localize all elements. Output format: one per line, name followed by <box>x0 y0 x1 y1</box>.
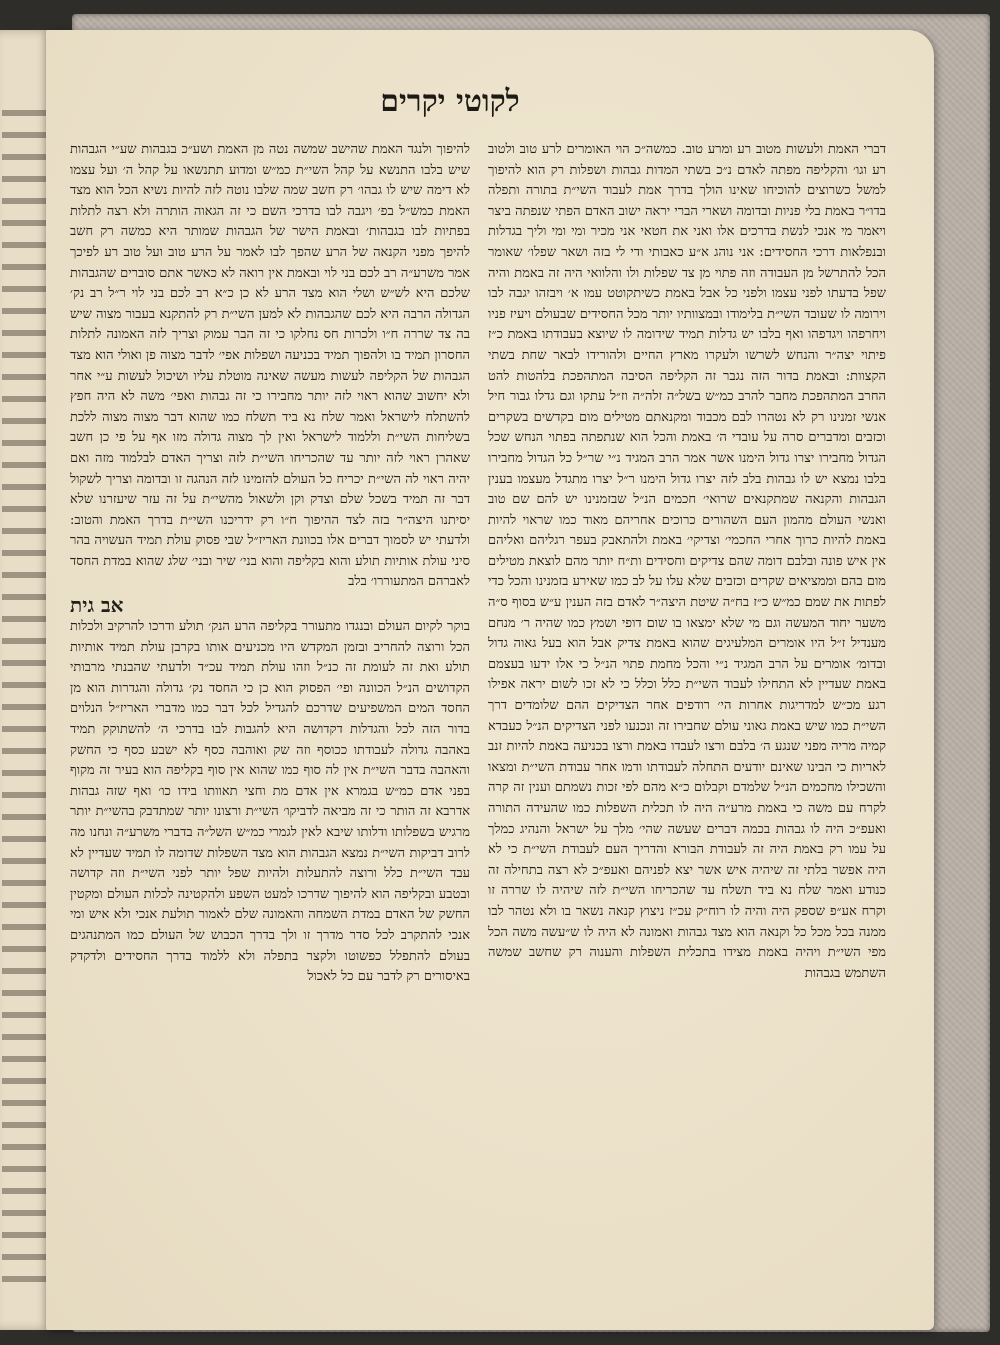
section-heading: אב גית <box>70 593 124 618</box>
text-column-right <box>488 140 886 1220</box>
adjacent-left-page <box>0 30 52 1330</box>
left-column-text-a: להיפוך ולנגד האמת שהישב שמשה נטה מן האמת ושע״כ בגבהות שע״י הגבהות שיש בלבו התנשא על קהל השי״ת כמ״ש ומדוע תתנשאו על קהל ה׳ ועל עצמו לא דימה שיש לו גבהו׳ רק חשב שמה שלבו נוטה לזה להיות נשיא הכל הוא מצד האמת כמש״ל בפ׳ ויגבה לבו בדרכי השם כי זה הגאוה הותרה ולא רצה לתלות בפתיות לבו בגבהות׳ ובאמת הישר של הגבהות שמותר היא כמשה רק חשב להיפך מפני הקנאה של הרע שהפך לבו לאמר על הרע טוב ועל טוב רע לפיכך אמר משרע״ה רב לכם בני לוי ובאמת אין רואה לא כאשר אתם סוברים שהגבהות שלכם היא לש״ש ושלי הוא מצד הרע לא כן כ״א רב לכם בני לוי ר״ל רב נק׳ הגדולה הרבה היא לכם שהגבהות לא למען השי״ת רק להתקנא בעבור מצוה שיש בה צד שררה ח״ו ולכרות חס נחלקו כי זה הבר עמוק וצריך לזה האמונה לתלות החסרון תמיד בו ולהפוך תמיד בכניעה ושפלות אפי׳ לדבר מצוה פן ואולי הוא מצד הגבהות של הקליפה לעשות מעשה שאינה מוטלת עליו ושיכול לעשות ע״י אחר ולא יחשוב שהוא ראוי לזה יותר מחבירו כי זה גבהות ואפי׳ משה לא היה חפץ להשתלח לישראל ואמר שלח נא ביד תשלח כמו שהוא דבר מצוה מצוה ללכת בשליחות השי״ת וללמוד לישראל ואין לך מצוה גדולה מזו אף על פי כן חשב שאהרן ראוי לזה יותר עד שהכריחו השי״ת לזה וצריך האדם לבלמוד מזה ואם יהיה ראוי לה השי״ת יכריח כל העולם להזמינו לזה הנהגה זו ובדומה וצריך לשקול דבר זה תמיד בשכל שלם וצדק וקן ולשאול מהשי״ת על זה עזר שיעזרנו שלא יסיתנו היצה״ר בזה לצד ההיפוך ח״ו רק ידריכנו השי״ת בדרך האמת והטוב: ולדעתי יש לסמוך דברים אלו בכוונת האריז״ל שבי פסוק עולת תמיד העשויה בהר סיני עולת אותיות תולע והוא בקליפה והוא בני׳ שיר ובני׳ שלג שהוא במדת החסד לאברהם המתעוררו׳ בלב <box>70 142 470 590</box>
text-column-left <box>70 140 470 1290</box>
right-column-text: דברי האמת ולעשות מטוב רע ומרע טוב. כמשה״כ הוי האומרים לרע טוב ולטוב רע וגו׳ והקליפה מפתה לאדם נ״כ בשתי המדות גבהות ושפלות רק הוא להיפוך למשל כשרוצים להוכיחו שאינו הולך בדרך אמת לעבוד השי״ת בתורה ותפלה בדו״ר באמת בלי פניות ובדומה ושארי הברי יראה ישוב האדם הפתי שנפתה ביצר ויאמר מי אנכי לנשת בדרכים אלו ואני את חטאי אני מכיר ומי ומי וליך בגדלות ובנפלאות דרכי החסידים: אני נוהג א״ע כאבותי ודי לי בזה ושאר שפלו׳ שאומר הכל להתרשל מן העבודה וזה פתוי מן צד שפלות ולו והלוואי היה זה באמת והיה שפל בדעתו לפני עצמו ולפני כל אבל באמת כשיתקוטט עמו א׳ ויבזהו יגבה לבו וירומה לו שעובד השי״ת בלימודו ובמצוותיו יותר מכל החסידים שבעולם ויעיז פניו ויחרפהו ויגדפהו ואף בלבו יש גדלות תמיד שידומה לו שיוצא בעבודתו באמת כ״ז פיתוי יצה״ר והנחש לשרשו ולעקרו מארץ החיים ולהורידו לבאר שחת בשתי הקצוות: ובאמת בדור הזה נגבר זה הקליפה הסיבה המתהפכת בלהטות להט החרב המתהפכת מחבר להרב כמ״ש בשל״ה זלה״ה וז״ל עתקו וגם גדלו גבור חיל אנשי זמנינו רק לא נטהרו לבם מכבוד ומקנאתם מטילים מום בקדשים בשקרים וכזבים ומדברים סרה על עובדי ה׳ באמת והכל הוא שנתפתה בפתוי הנחש שכל הגדול מחבירו יצרו גדול הימנו אשר אמר הרב המגיד נ״י שר״ל כל הגדול מחבירו בלבו נמצא יש לו גבהות בלב לזה יצרו גדול הימנו ר״ל יצרו מתגדל מעצמו בענין הגבהות והקנאה שמתקנאים שרואי׳ חכמים הנ״ל שבזמנינו יש להם שם טוב ואנשי העולם מהמון העם השהורים כרוכים אחריהם מאוד כמו שראוי להיות באמת להיות כרוך אחרי החכמי׳ וצדיקי׳ באמת ולהתאבק בעפר רגליהם ואליהם אין איש פונה ובלבם דומה שהם צדיקים וחסידים ות״ח יותר מהם לוצאת מטילים מום בהם וממציאים שקרים וכזבים שלא עלו על לב כמו שאירע בזמנינו והכל כדי לפתות את שמם כמ״ש כ״ז בח״ה שיטת היצה״ר לאדם בזה הענין ע״ש בסוף ס״ה משער יחוד המעשה וגם מי שלא ימצאו בו שום דופי ושמץ כמו שהיה ר׳ מנחם מענדיל ז״ל היו אומרים המלעיגים שהוא באמת צדיק אבל הוא בעל גאוה גדול ובדומ׳ אומרים על הרב המגיד נ״י והכל מחמת פתוי הנ״ל כי אלו ידעו בעצמם באמת שעדיין לא התחילו לעבוד השי״ת כלל וכלל כי לא זכו לשום יראה אפילו רגע מכ״ש למדריגות אחרות הי׳ רודפים אחר הצדיקים ההם שלומדים דרך השי״ת כמו שיש באמת גאוני עולם שחבירו זה ונכנעו לפני הצדיקים הנ״ל כעבדא קמיה מריה מפני שנגע ה׳ בלבם ורצו לעבדו באמת ורצו בכניעה באמת להיות זנב לאריות כי הבינו שאינם יודעים התחלה לעבודתו ודמו אחר עבודת השי״ת ומצאו והשכילו מחכמים הנ״ל שלמדם וקבלום כ״א מהם לפי זכות נשמתם וענין זה קרה לקרח עם משה כי באמת מרע״ה היה לו תכלית השפלות כמו שהעידה התורה ואעפ״כ היה לו גבהות בכמה דברים שעשה שהי׳ מלך על ישראל והנהיג כמלך על עמו רק באמת היה זה לעבודת הבורא והדריך העם לעבודת השי״ת כי לא היה אפשר בלתי זה שיהיה איש אשר יצא לפניהם ואעפ״כ לא רצה בתחילה זה כנודע ואמר שלח נא ביד תשלח עד שהכריחו השי״ת לזה שיהיה לו שררה זו וקרח אע״פ שספק היה והיה לו רוח״ק עכ״ז ניצוץ קנאה נשאר בו ולא נטהר לבו ממנה בכל מכל כל וקנאה הוא מצד גבהות ואמונה לא היה לו ש״עשה משה הכל מפי השי״ת ויהיה באמת מצידו בתכלית השפלות והענוה רק שחשב שמשה השתמש בגבהות <box>488 142 886 981</box>
page-title: לקוטי יקרים <box>380 84 520 119</box>
adjacent-page-text-edge <box>2 110 50 1290</box>
left-column-text-b: בוקר לקיום העולם ובנגדו מתעורר בקליפה הרע הנק׳ תולע ודרכו להרקיב ולכלות הכל ורוצה להחריב ובזמן המקדש היו מכניעים אותו בקרבן עולת תמיד אותיות תולע ואת זה לעומת זה כנ״ל וזהו עולת תמיד עכ״ד ולדעתי שהבנתי מרבותי הקדושים הנ״ל הכוונה ופי׳ הפסוק הוא כן כי החסד נק׳ גדולה והגדרות הוא מן החסד המים המשפיעים שדרכם להגדיל לכל דבר כמו מדברי האריז״ל הנלוים בדור הזה לכל והגדלות דקדושה היא להגבות לבו בדרכי ה׳ להשתוקק תמיד באהבה גדולה לעבודתו ככוסף וזה שק ואוהבה כסף לא ישבע כסף כי החשק והאהבה בדבר השי״ת אין לה סוף כמו שהוא אין סוף בקליפה הוא בעיר זה מקוף בפני אדם כמ״ש בגמרא אין אדם מת וחצי תאוותו בידו כו׳ ואף שזה גבהות אדרבא זה הותר כי זה מביאה לדביקו׳ השי״ת ורצונו יותר שמתדבק בהשי״ת יותר מרגיש בשפלותו ודלותו שיבא לאין לגמרי כמ״ש השל״ה בדברי משרע״ה ונחנו מה לרוב דביקות השי״ת נמצא הגבהות הוא מצד השפלות שדומה לו תמיד שעדיין לא עבד השי״ת כלל ורוצה להתעלות ולהיות שפל יותר לפני השי״ת וזה קדושה ובטבע ובקליפה הוא להיפוך שדרכו למעט השפע ולהקטינה לכלות העולם ומקטין החשק של האדם במדת השמחה והאמונה שלם לאמור תולעת אנכי ולא איש ומי אנכי להתקרב לכל סדר מדרך זו ולך בדרך הכבוש של העולם כמו המתנהגים בעולם להתפלל כפשוטו ולקצר בתפלה ולא ללמוד בדרך החסידים ולדקדק באיסורים רק לדבר עם כל לאכול <box>70 619 470 985</box>
